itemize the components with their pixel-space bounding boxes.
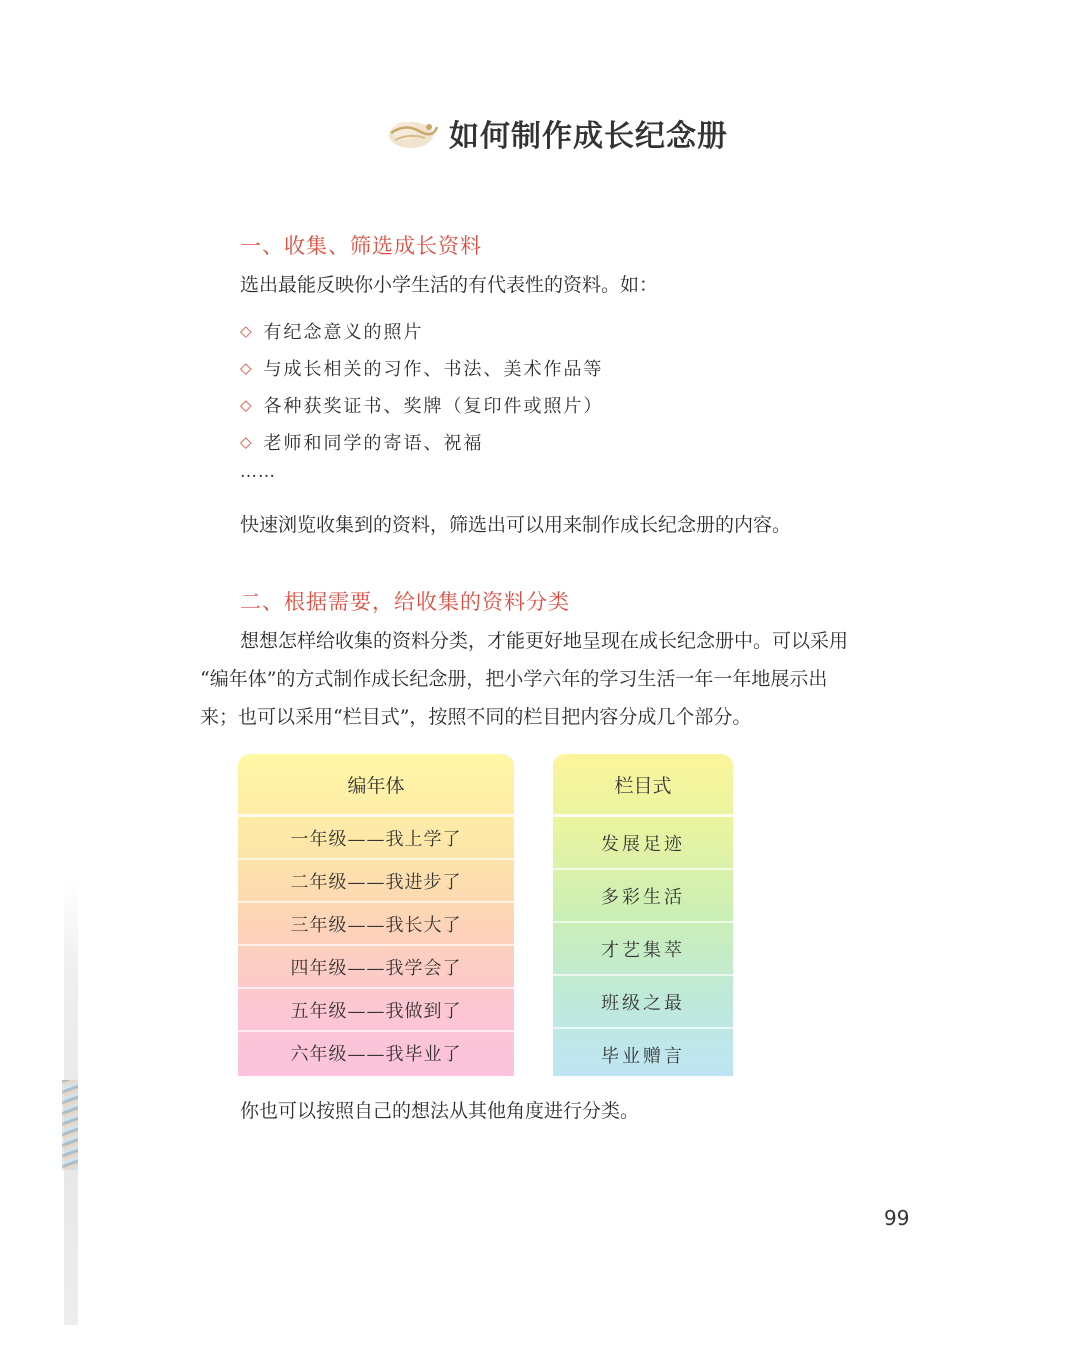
cloud-ornament-icon [385, 113, 441, 153]
bullet-list [240, 312, 604, 460]
chronological-table [238, 754, 514, 1076]
list-item-text: 有纪念意义的照片 [263, 321, 424, 343]
table-row: 五年级——我做到了 [238, 989, 514, 1032]
list-item-text: 老师和同学的寄语、祝福 [263, 432, 484, 454]
table-row: 毕业赠言 [601, 1045, 685, 1067]
section1-intro: 选出最能反映你小学生活的有代表性的资料。如： [240, 274, 659, 296]
diamond-bullet-icon: ◇ [240, 395, 254, 414]
section2-line-3: 来；也可以采用“栏目式”，按照不同的栏目把内容分成几个部分。 [200, 706, 752, 728]
section-heading-collect: 一、收集、筛选成长资料 [240, 234, 482, 258]
list-item-text: 各种获奖证书、奖牌（复印件或照片） [263, 395, 604, 417]
diamond-bullet-icon: ◇ [240, 321, 254, 340]
table-row: 多彩生活 [553, 870, 733, 923]
table-row: 班级之最 [553, 976, 733, 1029]
diamond-bullet-icon: ◇ [240, 358, 254, 377]
table-row: 才艺集萃 [553, 923, 733, 976]
section2-line-1: 想想怎样给收集的资料分类，才能更好地呈现在成长纪念册中。可以采用 [240, 630, 849, 652]
list-item [240, 349, 604, 386]
section-heading-classify: 二、根据需要，给收集的资料分类 [240, 590, 570, 614]
list-item [240, 423, 604, 460]
title-block [385, 108, 728, 158]
section2-closing: 你也可以按照自己的想法从其他角度进行分类。 [240, 1100, 640, 1122]
list-item-text: 与成长相关的习作、书法、美术作品等 [263, 358, 604, 380]
table-row: 四年级——我学会了 [238, 946, 514, 989]
list-item [240, 312, 604, 349]
ellipsis: …… [240, 462, 276, 482]
page-number: 99 [884, 1206, 910, 1230]
section2-line-2: “编年体”的方式制作成长纪念册，把小学六年的学习生活一年一年地展示出 [200, 668, 828, 690]
page-title: 如何制作成长纪念册 [449, 119, 728, 154]
table-row: 发展足迹 [553, 817, 733, 870]
diamond-bullet-icon: ◇ [240, 432, 254, 451]
page-edge-decoration [62, 1080, 78, 1170]
column-style-table [553, 754, 733, 1076]
table-row: 一年级——我上学了 [238, 817, 514, 860]
section1-closing: 快速浏览收集到的资料，筛选出可以用来制作成长纪念册的内容。 [240, 514, 792, 536]
table-row: 六年级——我毕业了 [290, 1043, 462, 1065]
list-item [240, 386, 604, 423]
table-row: 二年级——我进步了 [238, 860, 514, 903]
table-header: 栏目式 [553, 754, 733, 817]
table-row: 三年级——我长大了 [238, 903, 514, 946]
table-header: 编年体 [238, 754, 514, 817]
